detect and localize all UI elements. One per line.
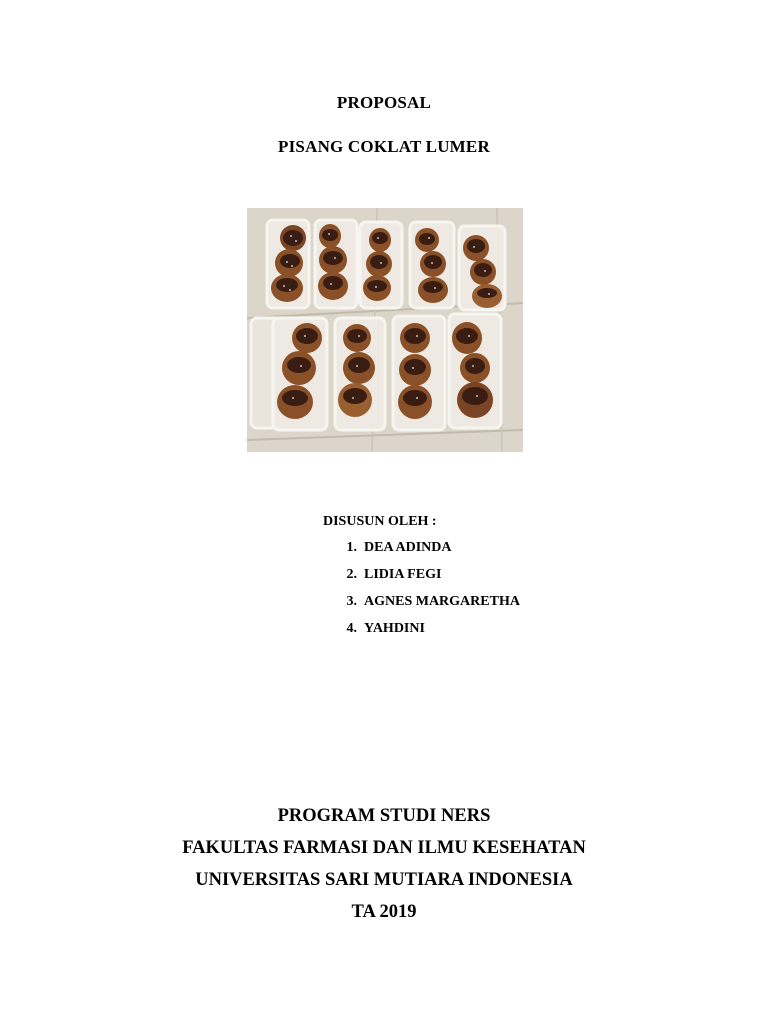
program-name: PROGRAM STUDI NERS	[277, 806, 491, 826]
author-number: 2.	[346, 567, 357, 582]
author-number: 3.	[346, 594, 357, 609]
author-item	[323, 621, 520, 648]
document-title: PROPOSAL	[336, 93, 432, 112]
author-name: LIDIA FEGI	[364, 567, 442, 582]
author-number: 4.	[346, 621, 357, 636]
author-name: AGNES MARGARETHA	[364, 594, 520, 609]
document-subtitle: PISANG COKLAT LUMER	[278, 137, 490, 156]
author-item	[323, 567, 520, 594]
product-photo	[247, 208, 523, 452]
authors-section	[323, 514, 520, 648]
academic-year: TA 2019	[351, 902, 417, 922]
faculty-name: FAKULTAS FARMASI DAN ILMU KESEHATAN	[182, 838, 586, 858]
author-name: DEA ADINDA	[364, 540, 452, 555]
university-name: UNIVERSITAS SARI MUTIARA INDONESIA	[195, 870, 573, 890]
author-name: YAHDINI	[364, 621, 425, 636]
author-number: 1.	[346, 540, 357, 555]
author-item	[323, 594, 520, 621]
authors-heading: DISUSUN OLEH :	[323, 514, 437, 529]
author-item	[323, 540, 520, 567]
authors-list	[323, 540, 520, 648]
